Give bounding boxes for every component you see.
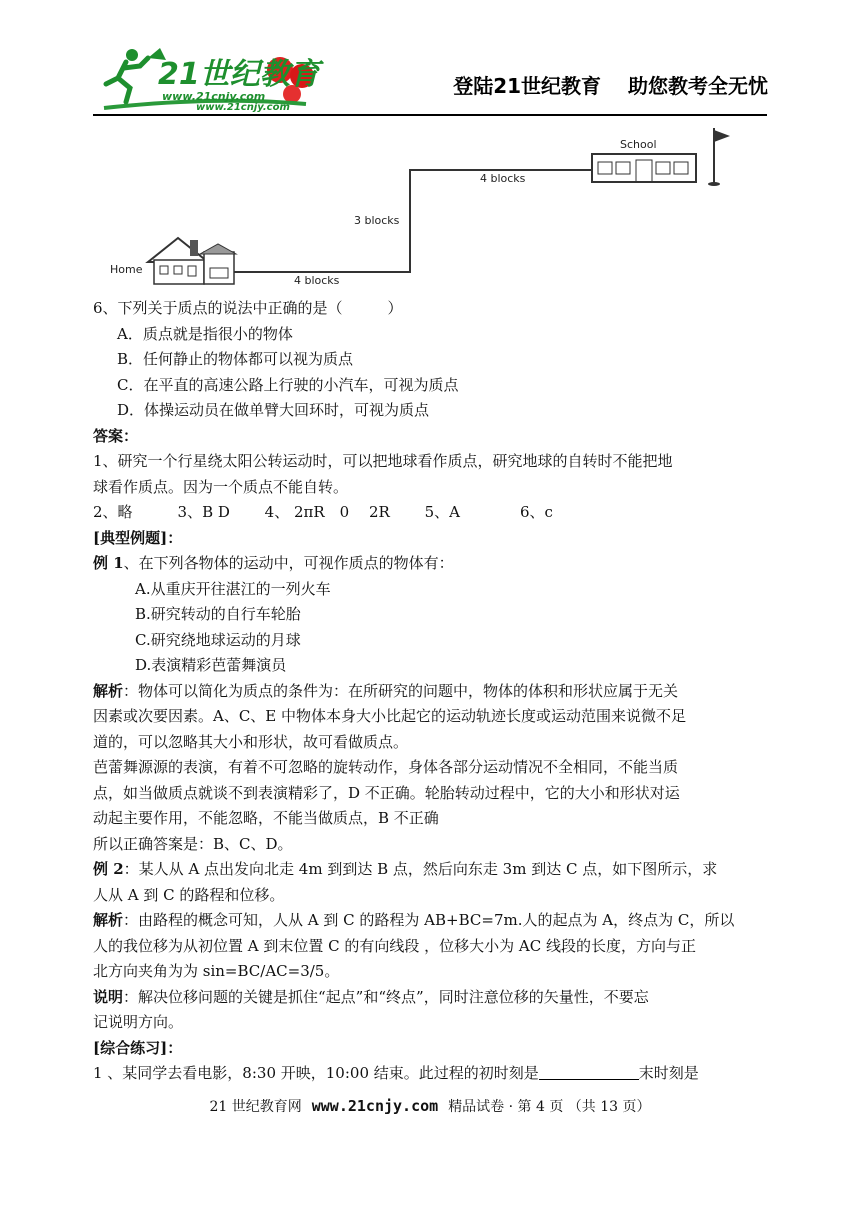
example-2-stem-text: ：某人从 A 点出发向北走 4m 到到达 B 点，然后向东走 3m 到达 C 点，如下图所示，求: [123, 860, 718, 878]
example-1-option-b: B.研究转动的自行车轮胎: [135, 605, 301, 623]
examples-heading: [典型例题]：: [93, 528, 183, 547]
example-2-analysis-line-1: [93, 908, 783, 934]
question-6-stem: 6、下列关于质点的说法中正确的是（ ）: [93, 299, 403, 317]
question-6-option-b: B．任何静止的物体都可以视为质点: [117, 350, 354, 368]
segment-vertical-label: 3 blocks: [354, 214, 400, 227]
example-1-analysis-line-2: 因素或次要因素。A、C、E 中物体本身大小比起它的运动轨迹长度或运动范围来说微不足: [93, 707, 687, 725]
home-house-icon: [148, 238, 236, 284]
question-6-option-a: A．质点就是指很小的物体: [117, 324, 293, 343]
school-building-icon: [592, 128, 730, 186]
example-1-analysis-line-4: 芭蕾舞源源的表演，有着不可忽略的旋转动作，身体各部分运动情况不全相同，不能当质: [93, 758, 679, 776]
example-2-stem-line-2: 人从 A 到 C 的路程和位移。: [93, 885, 285, 904]
note-line-2: 记说明方向。: [93, 1013, 184, 1031]
header-divider: [93, 114, 767, 116]
header-slogan: 登陆21世纪教育 助您教考全无忧: [453, 74, 768, 98]
answers-2-to-6: 2、略 3、B D 4、 2πR 0 2R 5、A 6、c: [93, 503, 553, 521]
footer-site-link[interactable]: www.21cnjy.com: [311, 1097, 439, 1115]
segment-bottom-label: 4 blocks: [294, 274, 340, 287]
route-map-figure: [96, 122, 766, 294]
example-1-stem-text: 、在下列各物体的运动中，可视作质点的物体有：: [123, 554, 454, 572]
analysis-text-2: ：由路程的概念可知，人从 A 到 C 的路程为 AB+BC=7m.人的起点为 A，终点为 C，所以: [123, 911, 735, 929]
analysis-text: ：物体可以简化为质点的条件为：在所研究的问题中，物体的体积和形状应属于无关: [123, 681, 679, 700]
example-1-option-c: C.研究绕地球运动的月球: [135, 630, 301, 649]
practice-q1-text-a: 1 、某同学去看电影，8:30 开映，10:00 结束。此过程的初时刻是: [93, 1064, 539, 1082]
practice-q1-text-b: 末时刻是: [638, 1064, 699, 1082]
example-2-stem-line-1: [93, 857, 783, 883]
analysis-label-2: 解析: [93, 911, 124, 929]
example-1-analysis-line-1: [93, 679, 783, 705]
practice-heading: [综合练习]：: [93, 1038, 183, 1057]
analysis-label: 解析: [93, 681, 124, 700]
question-6-option-c: C．在平直的高速公路上行驶的小汽车，可视为质点: [117, 375, 459, 394]
example-1-label: 例 1: [93, 554, 124, 572]
note-text: ：解决位移问题的关键是抓住“起点”和“终点”，同时注意位移的矢量性，不要忘: [123, 987, 649, 1006]
example-1-analysis-line-7: 所以正确答案是：B、C、D。: [93, 834, 293, 853]
home-label: Home: [110, 263, 143, 276]
logo-main-text: 21世纪教育: [158, 57, 320, 92]
example-2-analysis-line-3: 北方向夹角为为 sin=BC/AC=3/5。: [93, 962, 340, 980]
example-2-analysis-line-2: 人的我位移为从初位置 A 到末位置 C 的有向线段 ，位移大小为 AC 线段的长度，方向与正: [93, 936, 696, 955]
logo-url-text-2: www.21cnjy.com: [196, 102, 290, 113]
example-2-label: 例 2: [93, 860, 124, 878]
note-line-1: [93, 985, 783, 1011]
example-1-option-d: D.表演精彩芭蕾舞演员: [135, 656, 287, 674]
answer-blank[interactable]: [539, 1063, 639, 1080]
school-label: School: [620, 138, 657, 151]
example-1-analysis-line-5: 点，如当做质点就谈不到表演精彩了，D 不正确。轮胎转动过程中，它的大小和形状对运: [93, 783, 680, 802]
example-1-option-a: A.从重庆开往湛江的一列火车: [135, 579, 331, 598]
segment-top-label: 4 blocks: [480, 172, 526, 185]
footer-left: 21 世纪教育网: [209, 1099, 302, 1115]
note-label: 说明: [93, 987, 124, 1006]
example-1-analysis-line-6: 动起主要作用，不能忽略，不能当做质点，B 不正确: [93, 809, 439, 827]
document-body: [93, 296, 783, 1087]
example-1-stem: [93, 551, 783, 577]
page-footer: [0, 1096, 860, 1116]
logo-url-text: www.21cnjy.com: [162, 90, 266, 103]
example-1-analysis-line-3: 道的，可以忽略其大小和形状，故可看做质点。: [93, 732, 409, 751]
answers-heading: 答案：: [93, 426, 139, 445]
answer-1-line-1: 1、研究一个行星绕太阳公转运动时，可以把地球看作质点，研究地球的自转时不能把地: [93, 452, 673, 470]
practice-question-1: [93, 1061, 783, 1087]
logo: [96, 40, 326, 115]
footer-page-info: 精品试卷 · 第 4 页 （共 13 页）: [448, 1099, 651, 1115]
answer-1-line-2: 球看作质点。因为一个质点不能自转。: [93, 477, 349, 496]
question-6-option-d: D．体操运动员在做单臂大回环时，可视为质点: [117, 401, 430, 419]
